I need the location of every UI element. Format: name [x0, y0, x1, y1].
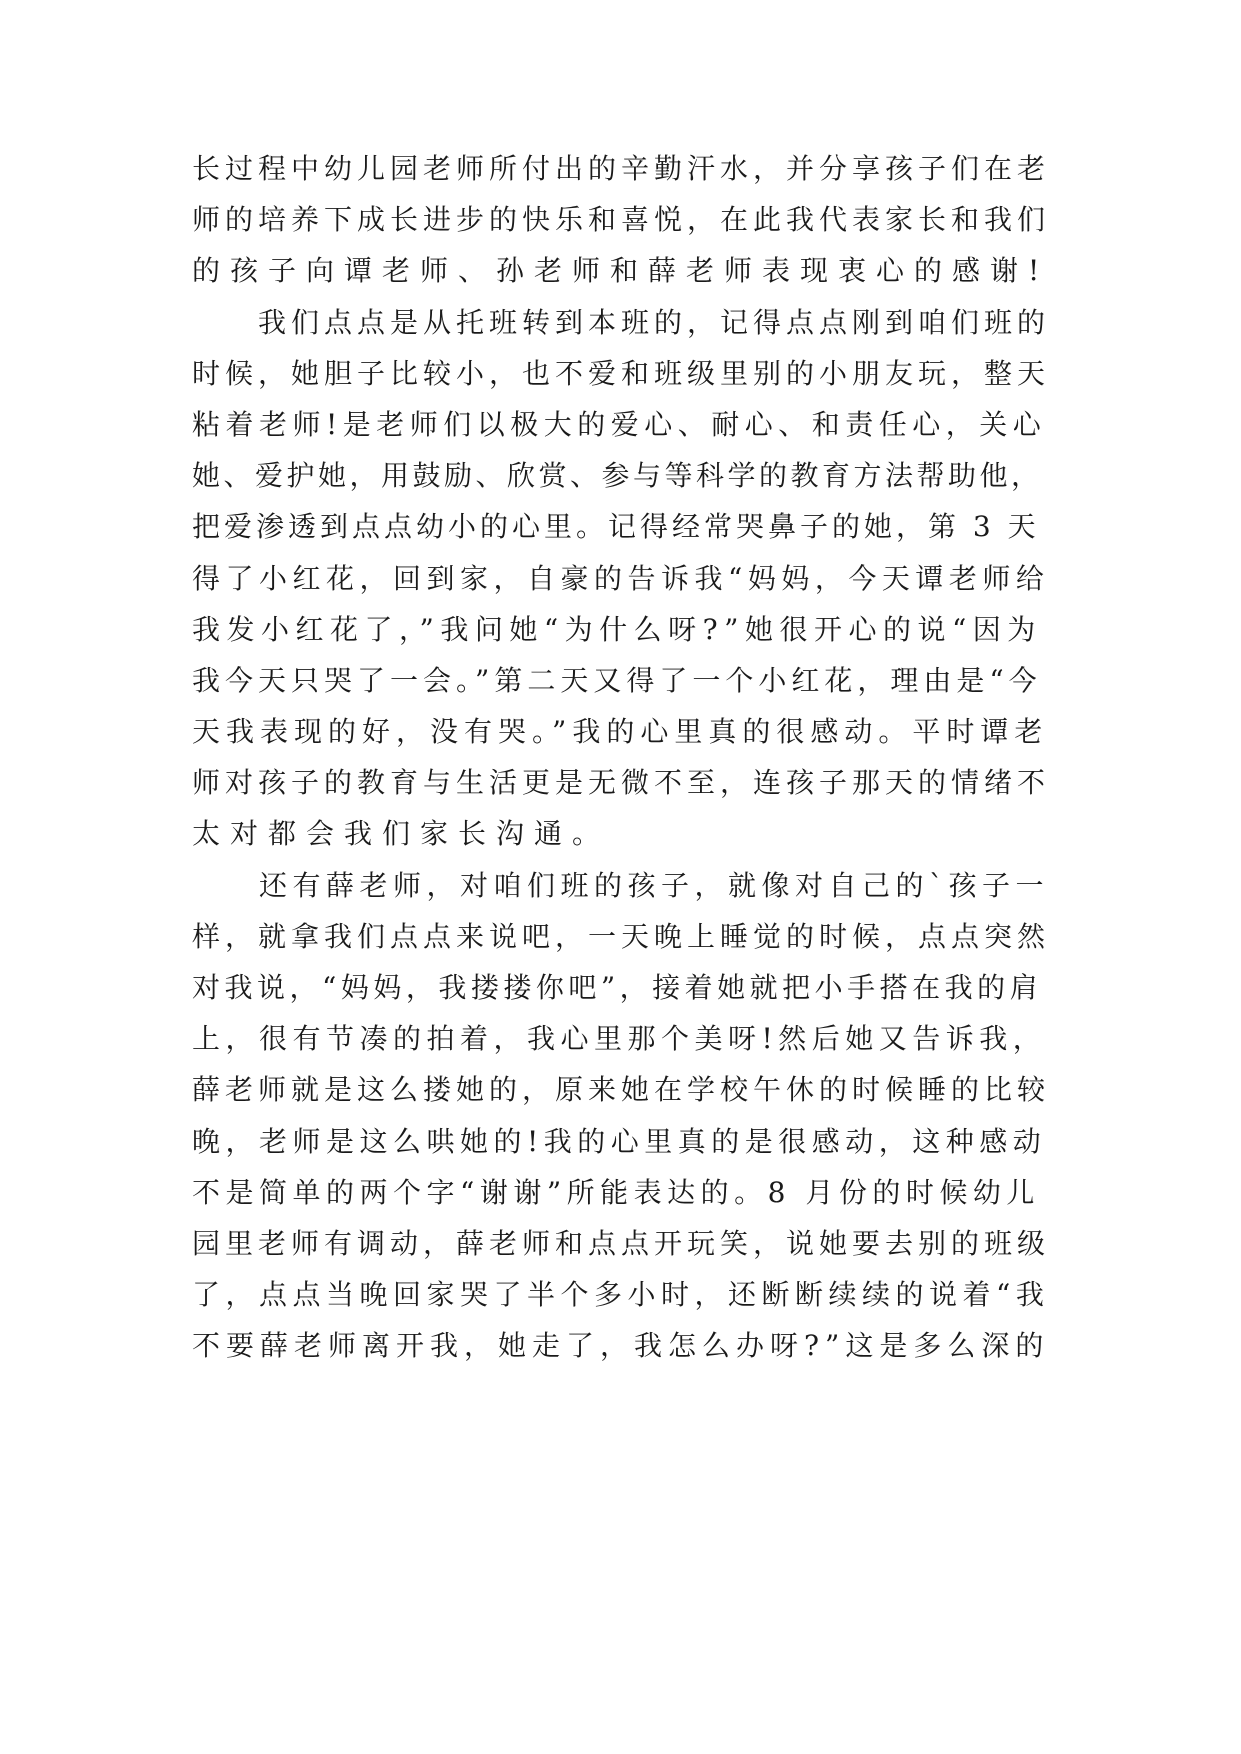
text-line: 天我表现的好，没有哭。”我的心里真的很感动。平时谭老	[192, 715, 1049, 749]
text-line: 我发小红花了，”我问她“为什么呀?”她很开心的说“因为	[192, 612, 1042, 646]
text-line: 我们点点是从托班转到本班的，记得点点刚到咱们班的	[192, 305, 1051, 339]
text-line: 还有薛老师，对咱们班的孩子，就像对自己的`孩子一	[192, 868, 1050, 902]
text-line: 的孩子向谭老师、孙老师和薛老师表现衷心的感谢!	[192, 254, 1050, 288]
text-line: 得了小红花，回到家，自豪的告诉我“妈妈，今天谭老师给	[192, 561, 1050, 595]
text-line: 上，很有节凑的拍着，我心里那个美呀!然后她又告诉我，	[192, 1022, 1047, 1056]
text-line: 园里老师有调动，薛老师和点点开玩笑，说她要去别的班级	[192, 1226, 1051, 1260]
text-line: 师的培养下成长进步的快乐和喜悦，在此我代表家长和我们	[192, 203, 1051, 237]
text-line: 不要薛老师离开我，她走了，我怎么办呀?”这是多么深的	[192, 1329, 1050, 1363]
text-line: 把爱渗透到点点幼小的心里。记得经常哭鼻子的她，第 3 天	[192, 510, 1040, 544]
paragraph-2	[192, 297, 1052, 860]
text-line: 不是简单的两个字“谢谢”所能表达的。8 月份的时候幼儿	[192, 1175, 1040, 1209]
text-line: 了，点点当晚回家哭了半个多小时，还断断续续的说着“我	[192, 1278, 1050, 1312]
text-line: 师对孩子的教育与生活更是无微不至，连孩子那天的情绪不	[192, 766, 1051, 800]
text-line: 对我说，“妈妈，我搂搂你吧”，接着她就把小手搭在我的肩	[192, 971, 1043, 1004]
text-line: 长过程中幼儿园老师所付出的辛勤汗水，并分享孩子们在老	[192, 152, 1051, 185]
text-line: 粘着老师!是老师们以极大的爱心、耐心、和责任心，关心	[192, 407, 1047, 441]
text-line: 太对都会我们家长沟通。	[192, 817, 611, 851]
text-line: 样，就拿我们点点来说吧，一天晚上睡觉的时候，点点突然	[192, 919, 1051, 953]
text-line: 薛老师就是这么搂她的，原来她在学校午休的时候睡的比较	[192, 1073, 1051, 1107]
paragraph-1	[192, 143, 1052, 297]
paragraph-3	[192, 860, 1052, 1372]
document-page	[192, 143, 1052, 1372]
text-line: 她、爱护她，用鼓励、欣赏、参与等科学的教育方法帮助他，	[192, 459, 1043, 493]
text-line: 晚，老师是这么哄她的!我的心里真的是很感动，这种感动	[192, 1124, 1047, 1158]
text-line: 时候，她胆子比较小，也不爱和班级里别的小朋友玩，整天	[192, 356, 1051, 390]
text-line: 我今天只哭了一会。”第二天又得了一个小红花，理由是“今	[192, 663, 1042, 697]
